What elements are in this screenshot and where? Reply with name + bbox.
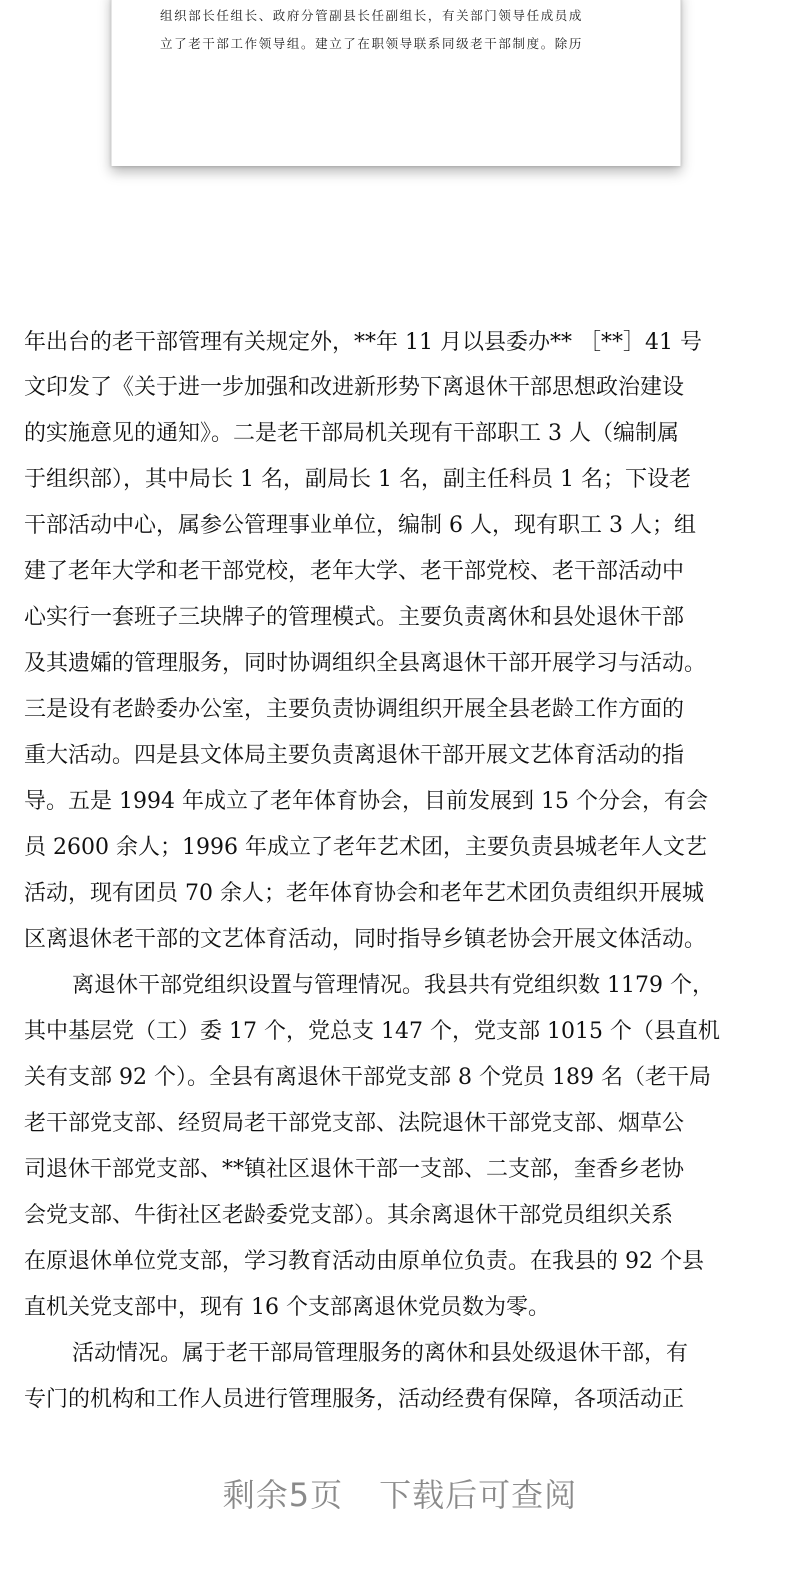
- text-line: 员 2600 余人；1996 年成立了老年艺术团，主要负责县城老年人文艺: [24, 835, 707, 860]
- text-line: 年出台的老干部管理有关规定外，**年 11 月以县委办** ［**］41 号: [24, 330, 702, 355]
- paragraph-start-line: 离退休干部党组织设置与管理情况。我县共有党组织数 1179 个，: [72, 973, 714, 998]
- text-line: 专门的机构和工作人员进行管理服务，活动经费有保障，各项活动正: [24, 1387, 685, 1412]
- text-line: 活动，现有团员 70 余人；老年体育协会和老年艺术团负责组织开展城: [24, 881, 704, 906]
- text-line: 于组织部），其中局长 1 名，副局长 1 名，副主任科员 1 名；下设老: [24, 467, 691, 492]
- text-line: 直机关党支部中，现有 16 个支部离退休党员数为零。: [24, 1295, 550, 1320]
- text-line: 其中基层党（工）委 17 个，党总支 147 个，党支部 1015 个（县直机: [24, 1019, 720, 1044]
- remaining-pages-label: 剩余5页: [222, 1476, 344, 1514]
- text-line: 及其遗孀的管理服务，同时协调组织全县离退休干部开展学习与活动。: [24, 651, 707, 676]
- text-line: 心实行一套班子三块牌子的管理模式。主要负责离休和县处退休干部: [24, 605, 685, 630]
- text-line: 的实施意见的通知》。二是老干部局机关现有干部职工 3 人（编制属: [24, 421, 679, 446]
- text-line: 在原退休单位党支部，学习教育活动由原单位负责。在我县的 92 个县: [24, 1249, 704, 1274]
- text-line: 关有支部 92 个）。全县有离退休干部党支部 8 个党员 189 名（老干局: [24, 1065, 711, 1090]
- top-page-line-1: 组织部长任组长、政府分管副县长任副组长，有关部门领导任成员成: [160, 8, 584, 23]
- download-prompt[interactable]: [0, 1470, 800, 1516]
- text-line: 干部活动中心，属参公管理事业单位，编制 6 人，现有职工 3 人；组: [24, 513, 696, 538]
- text-line: 老干部党支部、经贸局老干部党支部、法院退休干部党支部、烟草公: [24, 1111, 685, 1136]
- text-line: 会党支部、牛街社区老龄委党支部）。其余离退休干部党员组织关系: [24, 1203, 674, 1228]
- text-line: 导。五是 1994 年成立了老年体育协会，目前发展到 15 个分会，有会: [24, 789, 708, 814]
- paragraph-start-line: 活动情况。属于老干部局管理服务的离休和县处级退休干部，有: [72, 1341, 689, 1366]
- text-line: 三是设有老龄委办公室，主要负责协调组织开展全县老龄工作方面的: [24, 697, 685, 722]
- download-to-view-label[interactable]: 下载后可查阅: [379, 1476, 578, 1514]
- top-page-line-2: 立了老干部工作领导组。建立了在职领导联系同级老干部制度。除历: [160, 36, 584, 51]
- text-line: 文印发了《关于进一步加强和改进新形势下离退休干部思想政治建设: [24, 375, 685, 400]
- text-line: 重大活动。四是县文体局主要负责离退休干部开展文艺体育活动的指: [24, 743, 685, 768]
- text-line: 区离退休老干部的文艺体育活动，同时指导乡镇老协会开展文体活动。: [24, 927, 707, 952]
- text-line: 司退休干部党支部、**镇社区退休干部一支部、二支部，奎香乡老协: [24, 1157, 685, 1182]
- previous-page-card: [111, 0, 681, 166]
- text-line: 建了老年大学和老干部党校，老年大学、老干部党校、老干部活动中: [24, 559, 685, 584]
